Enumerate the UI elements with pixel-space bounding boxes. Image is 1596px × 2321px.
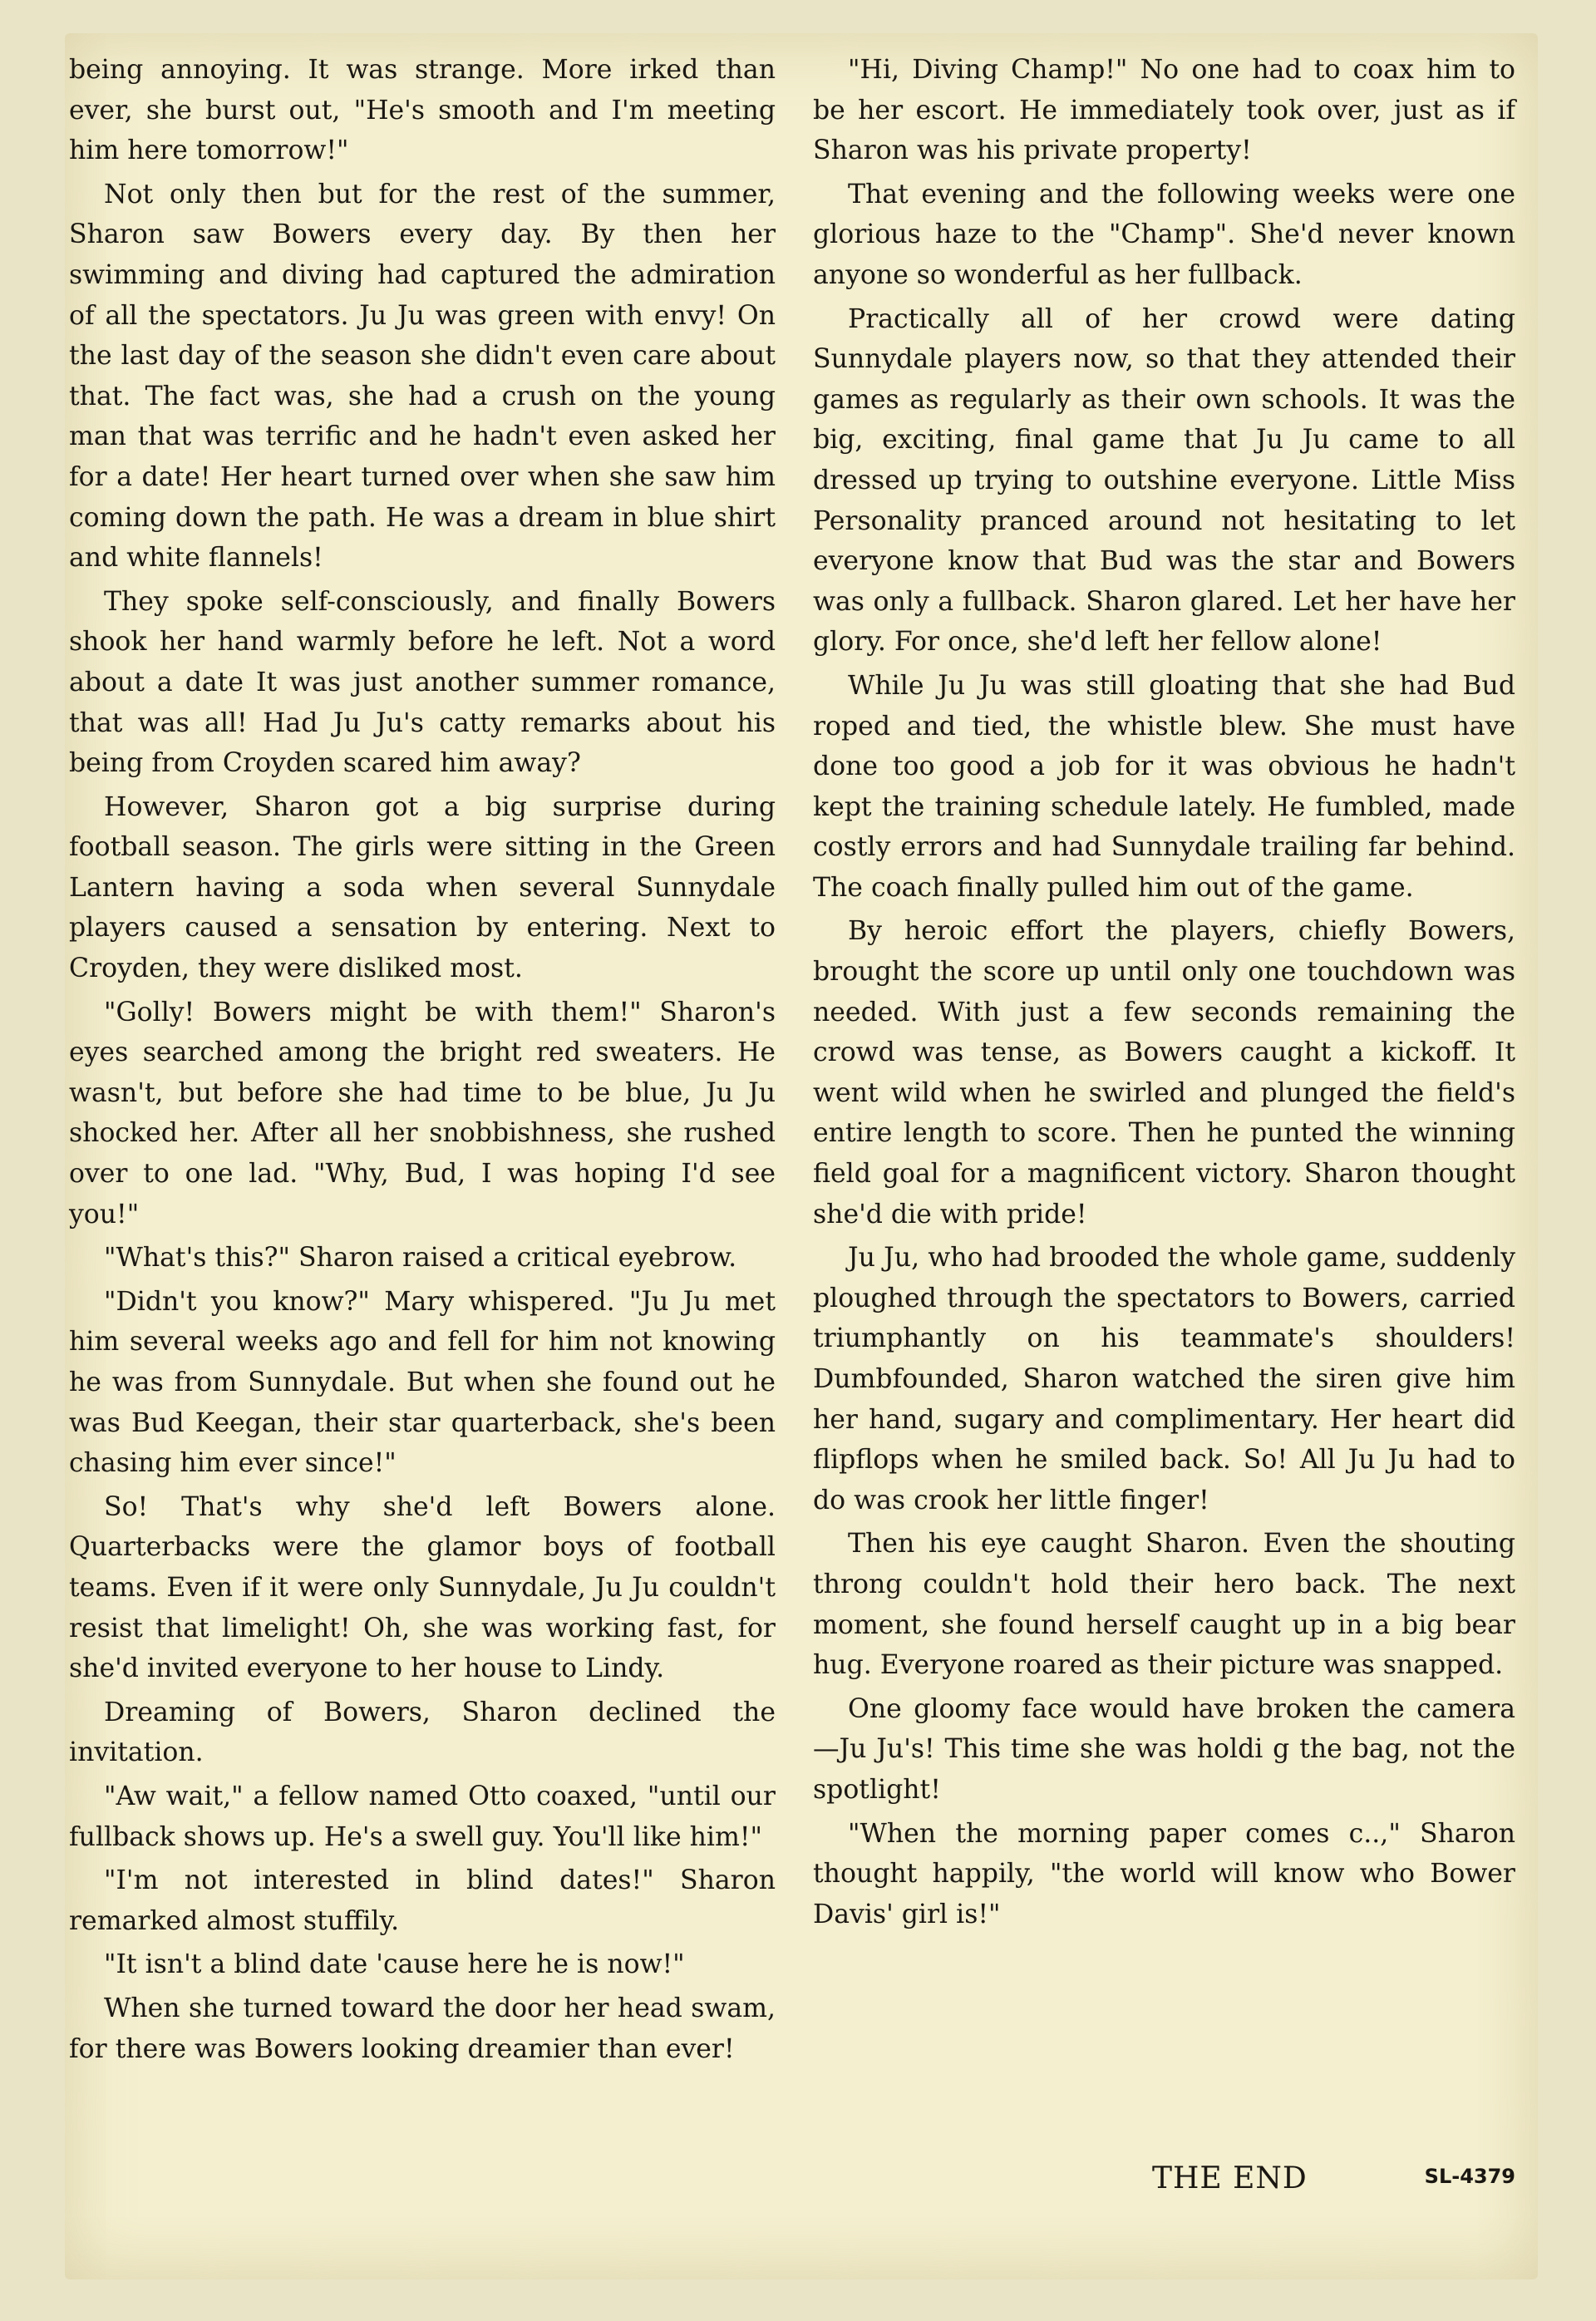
story-footer bbox=[813, 2161, 1515, 2211]
right-text-column bbox=[813, 50, 1515, 1938]
paragraph: "It isn't a blind date 'cause here he is now!" bbox=[104, 1949, 685, 1980]
paragraph: Ju Ju, who had brooded the whole game, suddenly ploughed through the spectators to Bowers, carried triumphantly on his teammate's shoulders! Dumbfounded, Sharon watched the siren give him her hand, sugary and complimentary. Her heart did flipflops when he smiled back. So! All Ju Ju had to do was crook her little finger! bbox=[813, 1243, 1515, 1515]
paragraph: "Aw wait," a fellow named Otto coaxed, "until our fullback shows up. He's a swell guy. You'll like him!" bbox=[69, 1781, 776, 1852]
paragraph: "What's this?" Sharon raised a critical eyebrow. bbox=[104, 1243, 737, 1274]
paragraph: While Ju Ju was still gloating that she had Bud roped and tied, the whistle blew. She must have done too good a job for it was obvious he hadn't kept the training schedule lately. He fumbled, made costly errors and had Sunnydale trailing far behind. The coach finally pulled him out of the game. bbox=[813, 670, 1515, 903]
paragraph: By heroic effort the players, chiefly Bowers, brought the score up until only one touchdown was needed. With just a few seconds remaining the crowd was tense, as Bowers caught a kickoff. It went wild when he swirled and plunged the field's entire length to score. Then he punted the winning field goal for a magnificent victory. Sharon thought she'd die with pride! bbox=[813, 916, 1515, 1229]
paragraph: Dreaming of Bowers, Sharon declined the invitation. bbox=[69, 1697, 776, 1768]
page-code: SL-4379 bbox=[1424, 2165, 1515, 2188]
paragraph: "Hi, Diving Champ!" No one had to coax him to be her escort. He immediately took over, just as if Sharon was his private property! bbox=[813, 55, 1515, 166]
paragraph: When she turned toward the door her head swam, for there was Bowers looking dreamier than ever! bbox=[69, 1993, 776, 2064]
left-text-column bbox=[69, 50, 776, 2072]
the-end-label: THE END bbox=[1152, 2161, 1308, 2195]
paragraph: "When the morning paper comes c..," Sharon thought happily, "the world will know who Bower Davis' girl is!" bbox=[813, 1818, 1515, 1929]
paragraph: being annoying. It was strange. More irked than ever, she burst out, "He's smooth and I'm meeting him here tomorrow!" bbox=[69, 55, 776, 166]
paragraph: That evening and the following weeks were one glorious haze to the "Champ". She'd never known anyone so wonderful as her fullback. bbox=[813, 179, 1515, 290]
paragraph: Practically all of her crowd were dating Sunnydale players now, so that they attended their games as regularly as their own schools. It was the big, exciting, final game that Ju Ju came to all dressed up trying to outshine everyone. Little Miss Personality pranced around not hesitating to let everyone know that Bud was the star and Bowers was only a fullback. Sharon glared. Let her have her glory. For once, she'd left her fellow alone! bbox=[813, 303, 1515, 658]
paragraph: So! That's why she'd left Bowers alone. Quarterbacks were the glamor boys of football teams. Even if it were only Sunnydale, Ju Ju couldn't resist that limelight! Oh, she was working fast, for she'd invited everyone to her house to Lindy. bbox=[69, 1491, 776, 1684]
paragraph: Then his eye caught Sharon. Even the shouting throng couldn't hold their hero back. The next moment, she found herself caught up in a big bear hug. Everyone roared as their picture was snapped. bbox=[813, 1529, 1515, 1681]
paragraph: However, Sharon got a big surprise during football season. The girls were sitting in the Green Lantern having a soda when several Sunnydale players caused a sensation by entering. Next to Croyden, they were disliked most. bbox=[69, 791, 776, 984]
paragraph: "Didn't you know?" Mary whispered. "Ju Ju met him several weeks ago and fell for him not knowing he was from Sunnydale. But when she found out he was Bud Keegan, their star quarterback, she's been chasing him ever since!" bbox=[69, 1286, 776, 1479]
paragraph: They spoke self-consciously, and finally Bowers shook her hand warmly before he left. Not a word about a date It was just another summer romance, that was all! Had Ju Ju's catty remarks about his being from Croyden scared him away? bbox=[69, 586, 776, 779]
paragraph: Not only then but for the rest of the summer, Sharon saw Bowers every day. By then her swimming and diving had captured the admiration of all the spectators. Ju Ju was green with envy! On the last day of the season she didn't even care about that. The fact was, she had a crush on the young man that was terrific and he hadn't even asked her for a date! Her heart turned over when she saw him coming down the path. He was a dream in blue shirt and white flannels! bbox=[69, 179, 776, 574]
paragraph: "Golly! Bowers might be with them!" Sharon's eyes searched among the bright red sweaters. He wasn't, but before she had time to be blue, Ju Ju shocked her. After all her snobbishness, she rushed over to one lad. "Why, Bud, I was hoping I'd see you!" bbox=[69, 997, 776, 1229]
paragraph: One gloomy face would have broken the camera —Ju Ju's! This time she was holdi g the bag, not the spotlight! bbox=[813, 1693, 1515, 1805]
page-paper bbox=[65, 33, 1538, 2279]
paragraph: "I'm not interested in blind dates!" Sharon remarked almost stuffily. bbox=[69, 1865, 776, 1936]
